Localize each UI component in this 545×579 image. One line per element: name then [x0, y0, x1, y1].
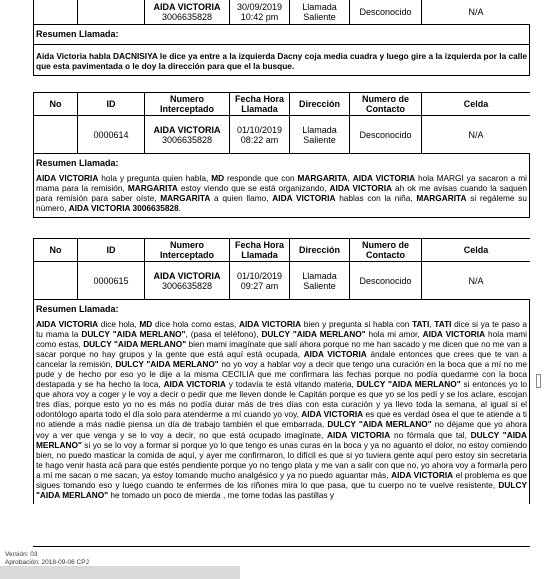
cell-direction: Llamada Saliente [290, 262, 350, 300]
record-table [33, 238, 530, 300]
page-footer [5, 551, 89, 566]
record-2 [33, 92, 530, 218]
speaker-name: TATI [434, 319, 452, 329]
header-contact: Numero de Contacto [350, 93, 422, 116]
header-direction: Dirección [290, 93, 350, 116]
speaker-name: DULCY "AIDA MERLANO" [261, 329, 366, 340]
speaker-name: DULCY "AIDA MERLANO" [356, 379, 461, 390]
cell-datetime: 30/09/2019 10:42 pm [230, 0, 290, 25]
summary-text: AIDA VICTORIA dice hola, MD dice hola como estas, AIDA VICTORIA bien y pregunta si habla con TATI, TATI dice si ya te paso a tu mama la DULCY "AIDA MERLANO", (pasa el teléfono), DULCY "AIDA MERLANO" hola mi amor, AIDA VICTORIA hola mami como estas, DULCY "AIDA MERLANO" bien mami imagínate que salí ahora porque no me han sacado y me dicen que no me van a sacar porque no hay grupos y la gente que está aquí está ocupada, AIDA VICTORIA ándale entonces que crees que te van a cancelar la remisión, DULCY "AIDA MERLANO" no yo voy a hablar voy a decir que tengo una curación en la boca que a mí no me pude y de hecho por eso yo le dije a la misma CECILIA que me confirmara las fechas porque no podía quedarme con la boca destapada y se ha hecho la loca, AIDA VICTORIA y todavía te está vitando materia, DULCY "AIDA MERLANO" si entonces yo lo que ahora voy a coger y le voy a decir o pedir que me lleven donde le Capitán porque es que yo se los pedí y se los aclare, escojan tres días, porque esto yo no es más no podía durar más de tres días con esta curación y ya llevo toda la semana, al igual si el odontólogo aparta todo el día solo para atenderme a mí cuando yo voy, AIDA VICTORIA es que es verdad ósea el que te atiende a ti no atiende a más nadie piensa un día de trabajo también el que embarrada, DULCY "AIDA MERLANO" no déjame que yo ahora voy a ver que venga y se lo voy a decir, no que está ocupado imagínate, AIDA VICTORIA no fórmala que tal, DULCY "AIDA MERLANO" si yo se lo voy a formar si porque yo lo que tengo es unas curas en la boca y ya no aguanto el dolor, no estoy comiendo bien, no puedo masticar la comida de aquí, y ayer me confirmaron, lo difícil es que si yo tuviera gente aquí pero estoy sin secretaria te hago venir hasta acá para que estés pendiente porque yo no tengo plata y me van a salir con que no, yo ahora voy a formarla pero a mí me sacan o me sacan, ya estoy tomando mucho analgésico y ya no puedo aguantar más, AIDA VICTORIA el problema es que sigues tomando eso y luego cuando te enfermes de los riñones mira lo que pasa, que tu cuerpo no te vuelve resistente, DULCY "AIDA MERLANO" he tomado un poco de mierda , me tome todas las pastillas y [36, 319, 528, 500]
bottom-bar [0, 566, 240, 579]
speaker-name: MARGARITA [160, 193, 211, 204]
speaker-name: MARGARITA [416, 193, 467, 204]
header-no: No [34, 93, 78, 116]
cell-direction: Llamada Saliente [290, 0, 350, 25]
page-bottom-rule [33, 546, 530, 547]
speaker-name: AIDA VICTORIA [329, 183, 392, 194]
speaker-name: AIDA VICTORIA [272, 193, 336, 204]
version-text: Versión: 03 [5, 551, 38, 558]
header-celda: Celda [422, 239, 531, 262]
summary-block [33, 25, 530, 76]
speaker-name: AIDA VICTORIA [36, 319, 99, 329]
header-id: ID [78, 239, 145, 262]
speaker-name: AIDA VICTORIA [422, 329, 486, 340]
cell-intercepted [145, 0, 230, 25]
header-no: No [34, 239, 78, 262]
cell-id: 0000615 [78, 262, 145, 300]
speaker-name: DULCY "AIDA MERLANO" [36, 479, 527, 500]
header-id: ID [78, 93, 145, 116]
header-celda: Celda [422, 93, 531, 116]
summary-text: AIDA VICTORIA hola y pregunta quien habla, MD responde que con MARGARITA, AIDA VICTORIA hola MARGI ya sacaron a mi mama para la remisión, MARGARITA estoy viendo que se está organizando, AIDA VICTORIA ah ok me avisas cuando la saquen para remisión para saber oíste, MARGARITA a quien llamo, AIDA VICTORIA hablas con la niña, MARGARITA si regáleme su número, AIDA VICTORIA 3006635828. [36, 173, 527, 214]
speaker-name: AIDA VICTORIA 3006635828 [68, 203, 179, 214]
speaker-name: AIDA VICTORIA [238, 319, 302, 329]
speaker-name: AIDA VICTORIA [301, 409, 364, 420]
speaker-name: DULCY "AIDA MERLANO" [36, 429, 527, 450]
summary-block [33, 154, 530, 218]
cell-no [34, 262, 78, 300]
summary-label: Resumen Llamada: [36, 304, 119, 314]
speaker-name: AIDA VICTORIA [352, 173, 416, 183]
cell-contact: Desconocido [350, 0, 422, 25]
cell-no [34, 116, 78, 154]
summary-label: Resumen Llamada: [36, 29, 119, 39]
cell-contact: Desconocido [350, 116, 422, 154]
cell-direction: Llamada Saliente [290, 116, 350, 154]
cell-celda: N/A [422, 0, 531, 25]
record-1 [33, 0, 530, 76]
cell-intercepted: AIDA VICTORIA 3006635828 [145, 262, 230, 300]
record-table [33, 0, 530, 25]
speaker-name: AIDA VICTORIA [36, 173, 99, 183]
cell-celda: N/A [422, 262, 531, 300]
record-table [33, 92, 530, 154]
speaker-name: MARGARITA [127, 183, 178, 194]
cell-intercepted: AIDA VICTORIA 3006635828 [145, 116, 230, 154]
summary-label: Resumen Llamada: [36, 158, 119, 168]
summary-text: Aida Victoria habla DACNISIYA le dice ya entre a la izquierda Dacny coja media cuadra y luego gire a la izquierda por la calle que esta pavimentada o le doy la dirección para que el la busque. [34, 44, 529, 75]
header-intercepted: Numero Interceptado [145, 93, 230, 116]
header-intercepted: Numero Interceptado [145, 239, 230, 262]
cell-id [78, 0, 145, 25]
cell-id: 0000614 [78, 116, 145, 154]
header-datetime: Fecha Hora Llamada [230, 93, 290, 116]
speaker-name: AIDA VICTORIA [163, 379, 226, 390]
cell-celda: N/A [422, 116, 531, 154]
cell-datetime: 01/10/2019 08:22 am [230, 116, 290, 154]
intercepted-name: AIDA VICTORIA [153, 1, 221, 12]
cell-no [34, 0, 78, 25]
speaker-name: AIDA VICTORIA [303, 349, 367, 360]
record-3 [33, 238, 530, 504]
header-datetime: Fecha Hora Llamada [230, 239, 290, 262]
header-direction: Dirección [290, 239, 350, 262]
speaker-name: MD [139, 319, 153, 329]
speaker-name: MARGARITA [297, 173, 348, 183]
document-page [33, 0, 530, 548]
summary-block [33, 300, 530, 504]
cell-contact: Desconocido [350, 262, 422, 300]
speaker-name: DULCY "AIDA MERLANO" [83, 339, 187, 350]
scroll-marker [536, 374, 541, 388]
speaker-name: DULCY "AIDA MERLANO" [115, 359, 219, 370]
speaker-name: AIDA VICTORIA [327, 429, 391, 440]
intercepted-phone: 3006635828 [161, 11, 213, 22]
cell-datetime: 01/10/2019 09:27 am [230, 262, 290, 300]
speaker-name: DULCY "AIDA MERLANO" [327, 419, 432, 430]
speaker-name: AIDA VICTORIA [391, 469, 454, 480]
approval-text: Aprobación: 2018-09-06 CPJ [5, 558, 89, 566]
speaker-name: DULCY "AIDA MERLANO" [81, 329, 186, 340]
speaker-name: TATI [412, 319, 430, 329]
header-contact: Numero de Contacto [350, 239, 422, 262]
speaker-name: MD [211, 173, 225, 183]
